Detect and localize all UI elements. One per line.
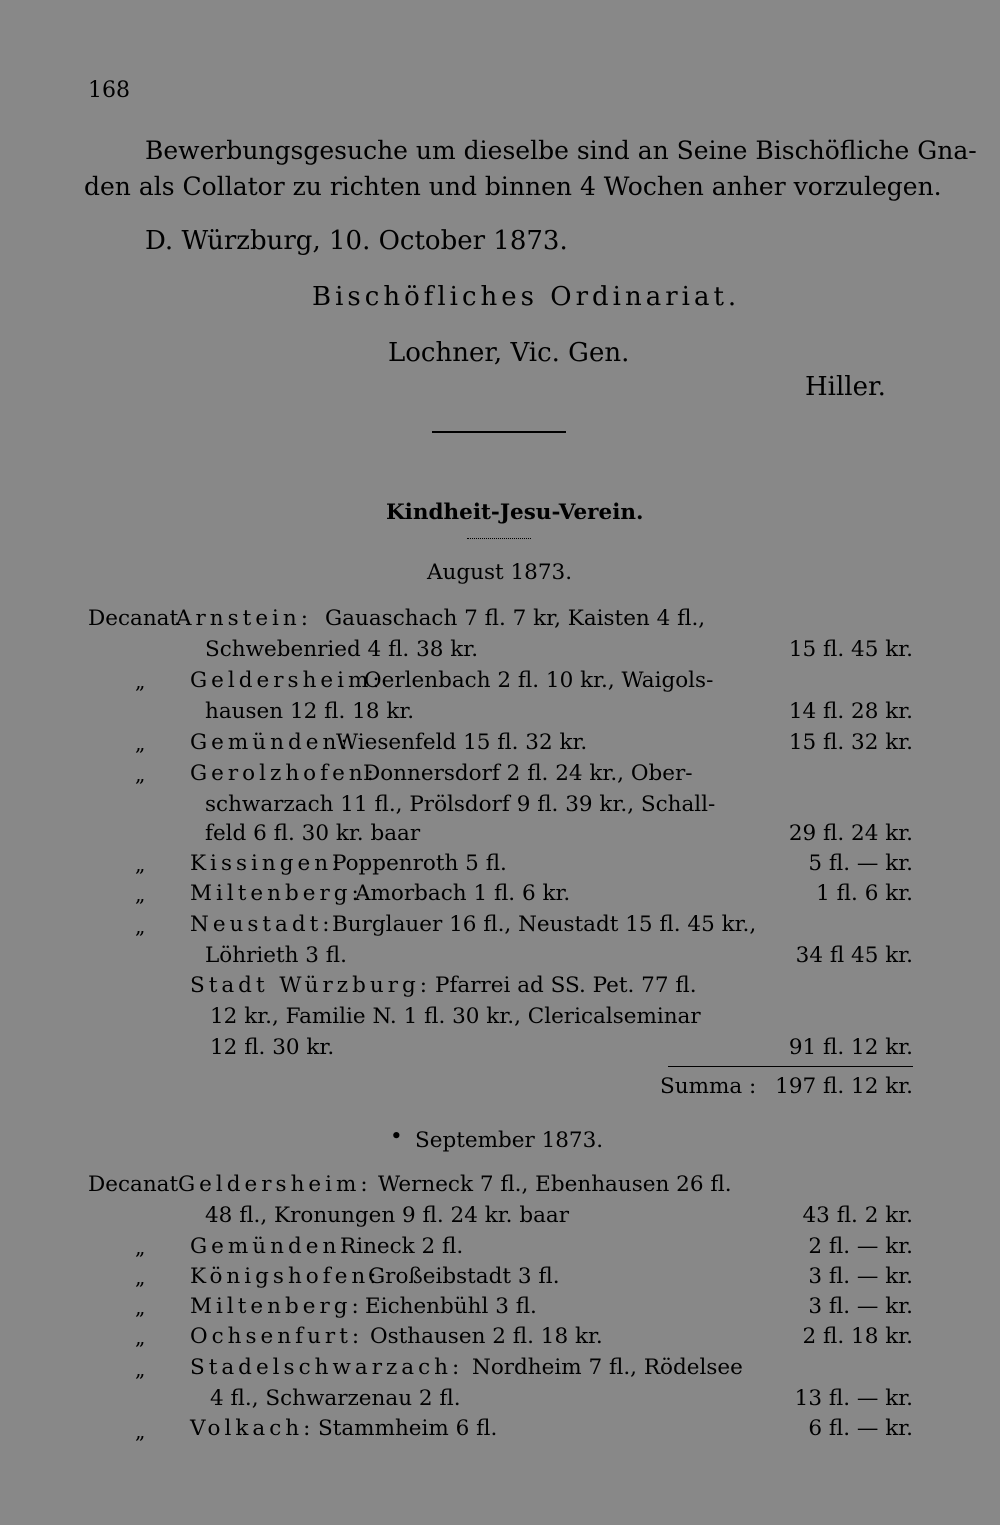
list-item-text: Pfarrei ad SS. Pet. 77 fl.: [435, 973, 697, 998]
list-item-place: Stadelschwarzach:: [190, 1355, 464, 1380]
list-item-text: hausen 12 fl. 18 kr.: [205, 699, 415, 724]
list-item-amount: 2 fl. — kr.: [808, 1234, 913, 1259]
office-name: Bischöfliches Ordinariat.: [312, 282, 741, 312]
ditto-mark: „: [135, 1295, 146, 1319]
ditto-mark: „: [135, 762, 146, 786]
ditto-mark: „: [135, 669, 146, 693]
list-item-text: Oerlenbach 2 fl. 10 kr., Waigols-: [364, 668, 714, 693]
list-item-text: 48 fl., Kronungen 9 fl. 24 kr. baar: [205, 1203, 570, 1228]
list-item-place: Ochsenfurt:: [190, 1324, 364, 1349]
ditto-mark: „: [135, 882, 146, 906]
list-item-place: Neustadt:: [190, 912, 334, 937]
list-item-place: Miltenberg:: [190, 1294, 363, 1319]
list-item-amount: 91 fl. 12 kr.: [788, 1035, 913, 1060]
list-item-amount: 5 fl. — kr.: [808, 851, 913, 876]
list-item-amount: 29 fl. 24 kr.: [788, 821, 913, 846]
list-item-text: Schwebenried 4 fl. 38 kr.: [205, 637, 479, 662]
list-item-text: 4 fl., Schwarzenau 2 fl.: [210, 1386, 461, 1411]
list-item-prefix: Decanat: [88, 1172, 179, 1197]
august-heading: August 1873.: [427, 560, 573, 585]
list-item-text: Werneck 7 fl., Ebenhausen 26 fl.: [378, 1172, 732, 1197]
list-item-text: Poppenroth 5 fl.: [332, 851, 507, 876]
list-item-place: Geldersheim:: [178, 1172, 372, 1197]
list-item-place: Volkach:: [190, 1416, 315, 1441]
list-item-place: Kissingen:: [190, 851, 344, 876]
list-item-place: Gemünden:: [190, 1234, 352, 1259]
list-item-text: Nordheim 7 fl., Rödelsee: [472, 1355, 743, 1380]
list-item-place: Stadt Würzburg:: [190, 973, 431, 998]
list-item-amount: 15 fl. 32 kr.: [788, 730, 913, 755]
list-item-amount: 2 fl. 18 kr.: [802, 1324, 913, 1349]
ditto-mark: „: [135, 1235, 146, 1259]
september-marker-dot: •: [390, 1124, 403, 1149]
list-item-text: Stammheim 6 fl.: [318, 1416, 498, 1441]
list-item-amount: 3 fl. — kr.: [808, 1294, 913, 1319]
list-item-text: Löhrieth 3 fl.: [205, 943, 347, 968]
sum-rule: [668, 1066, 913, 1067]
sum-amount: 197 fl. 12 kr.: [775, 1074, 913, 1099]
list-item-amount: 15 fl. 45 kr.: [788, 637, 913, 662]
intro-line-2: den als Collator zu richten und binnen 4 Wochen anher vorzulegen.: [84, 172, 942, 201]
list-item-amount: 1 fl. 6 kr.: [816, 881, 913, 906]
list-item-text: 12 fl. 30 kr.: [210, 1035, 335, 1060]
list-item-text: feld 6 fl. 30 kr. baar: [205, 821, 421, 846]
list-item-text: Wiesenfeld 15 fl. 32 kr.: [336, 730, 588, 755]
list-item-place: Gerolzhofen:: [190, 761, 378, 786]
list-item-place: Miltenberg:: [190, 881, 363, 906]
list-item-place: Königshofen:: [190, 1264, 381, 1289]
list-item-text: Eichenbühl 3 fl.: [365, 1294, 537, 1319]
list-item-amount: 3 fl. — kr.: [808, 1264, 913, 1289]
intro-line-1: Bewerbungsgesuche um dieselbe sind an Seine Bischöfliche Gna-: [145, 136, 977, 165]
list-item-amount: 6 fl. — kr.: [808, 1416, 913, 1441]
list-item-amount: 34 fl 45 kr.: [795, 943, 913, 968]
page-number: 168: [88, 78, 130, 103]
list-item-text: Donnersdorf 2 fl. 24 kr., Ober-: [363, 761, 693, 786]
list-item-text: Großeibstadt 3 fl.: [368, 1264, 560, 1289]
list-item-text: Amorbach 1 fl. 6 kr.: [355, 881, 571, 906]
ditto-mark: „: [135, 1357, 146, 1381]
list-item-amount: 14 fl. 28 kr.: [788, 699, 913, 724]
list-item-amount: 13 fl. — kr.: [794, 1386, 913, 1411]
list-item-text: Gauaschach 7 fl. 7 kr, Kaisten 4 fl.,: [325, 606, 706, 631]
ditto-mark: „: [135, 1265, 146, 1289]
list-item-text: schwarzach 11 fl., Prölsdorf 9 fl. 39 kr., Schall-: [205, 792, 716, 817]
section-title: Kindheit-Jesu-Verein.: [386, 500, 644, 525]
separator-rule: [432, 431, 566, 433]
list-item-text: 12 kr., Familie N. 1 fl. 30 kr., Clericalseminar: [210, 1004, 701, 1029]
ditto-mark: „: [135, 914, 146, 938]
ditto-mark: „: [135, 1419, 146, 1443]
ditto-mark: „: [135, 852, 146, 876]
september-heading: September 1873.: [415, 1128, 604, 1153]
section-ornament: [467, 538, 531, 539]
list-item-text: Burglauer 16 fl., Neustadt 15 fl. 45 kr.,: [332, 912, 757, 937]
ditto-mark: „: [135, 1325, 146, 1349]
list-item-place: Geldersheim:: [190, 668, 384, 693]
signer-secretary: Hiller.: [805, 372, 886, 402]
list-item-amount: 43 fl. 2 kr.: [802, 1203, 913, 1228]
list-item-text: Rineck 2 fl.: [340, 1234, 464, 1259]
sum-label: Summa :: [660, 1074, 757, 1099]
list-item-prefix: Decanat: [88, 606, 179, 631]
list-item-place: Arnstein:: [176, 606, 313, 631]
signer-vicar-general: Lochner, Vic. Gen.: [388, 338, 630, 368]
list-item-text: Osthausen 2 fl. 18 kr.: [370, 1324, 603, 1349]
dateline: D. Würzburg, 10. October 1873.: [145, 226, 568, 256]
list-item-place: Gemünden:: [190, 730, 352, 755]
ditto-mark: „: [135, 731, 146, 755]
